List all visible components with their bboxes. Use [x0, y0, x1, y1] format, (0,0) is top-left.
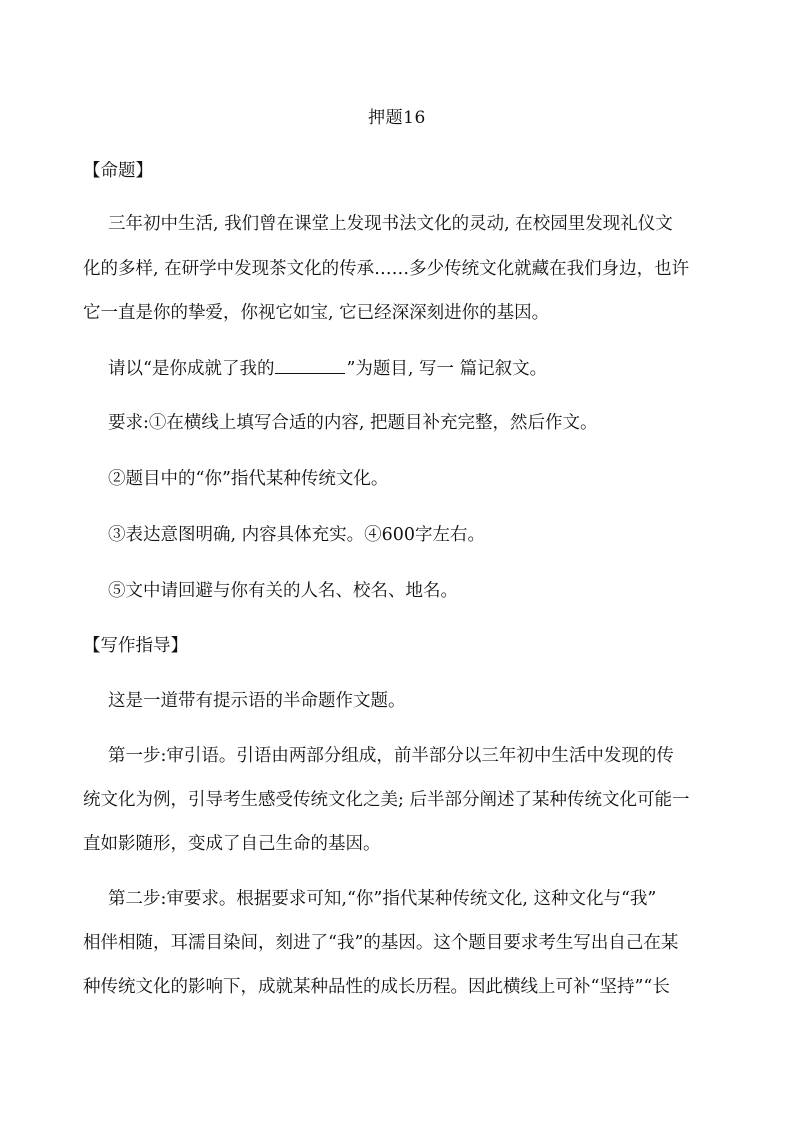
prompt-line	[108, 355, 547, 382]
requirement-3: ③表达意图明确, 内容具体充实。④600字左右。	[108, 525, 486, 545]
para1-line-1: 三年初中生活, 我们曾在课堂上发现书法文化的灵动, 在校园里发现礼仪文	[108, 214, 673, 234]
heading-guide: 【写作指导】	[83, 636, 188, 656]
step1-line-3: 直如影随形，变成了自己生命的基因。	[83, 834, 381, 854]
requirement-4: ⑤文中请回避与你有关的人名、校名、地名。	[108, 581, 458, 601]
requirement-2: ②题目中的“你”指代某种传统文化。	[108, 469, 389, 489]
fill-in-blank	[275, 355, 345, 374]
prompt-before: 请以“是你成就了我的	[108, 359, 275, 379]
requirement-1: 要求:①在横线上填写合适的内容, 把题目补充完整，然后作文。	[108, 413, 598, 433]
para1-line-3: 它一直是你的挚爱，你视它如宝, 它已经深深刻进你的基因。	[83, 303, 550, 323]
step2-line-2: 相伴相随，耳濡目染间，刻进了“我”的基因。这个题目要求考生写出自己在某	[83, 933, 679, 953]
para1-line-2: 化的多样, 在研学中发现茶文化的传承……多少传统文化就藏在我们身边，也许	[83, 259, 690, 279]
guide-intro: 这是一道带有提示语的半命题作文题。	[108, 691, 406, 711]
step1-line-2: 统文化为例，引导考生感受传统文化之美; 后半部分阐述了某种传统文化可能一	[83, 790, 690, 810]
prompt-after: ”为题目, 写一 篇记叙文。	[346, 359, 548, 379]
heading-topic: 【命题】	[83, 161, 153, 181]
step2-line-1: 第二步:审要求。根据要求可知,“你”指代某种传统文化, 这种文化与“我”	[108, 889, 657, 909]
page-title: 押题16	[368, 108, 426, 128]
step2-line-3: 种传统文化的影响下，成就某种品性的成长历程。因此横线上可补“坚持”“长	[83, 977, 670, 997]
step1-line-1: 第一步:审引语。引语由两部分组成，前半部分以三年初中生活中发现的传	[108, 746, 674, 766]
